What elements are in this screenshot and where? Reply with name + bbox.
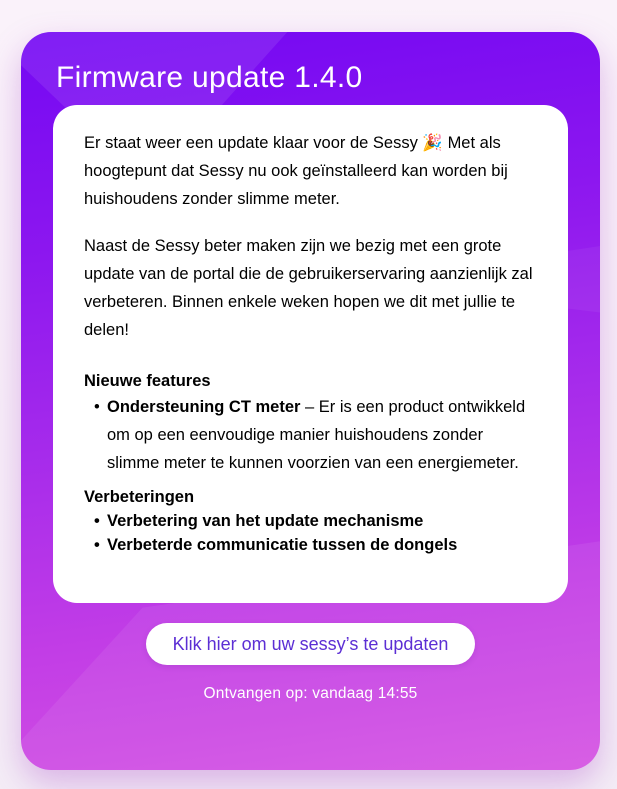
improvements-list bbox=[84, 509, 537, 557]
feature-name: Ondersteuning CT meter bbox=[107, 398, 301, 416]
card-title: Firmware update 1.4.0 bbox=[56, 61, 363, 94]
received-timestamp: Ontvangen op: vandaag 14:55 bbox=[203, 685, 418, 702]
improvements-heading: Verbeteringen bbox=[84, 488, 195, 506]
improvement-text: Verbetering van het update mechanisme bbox=[107, 512, 424, 530]
firmware-update-card bbox=[21, 32, 600, 770]
bullet-icon: • bbox=[94, 536, 100, 554]
improvement-text: Verbeterde communicatie tussen de dongels bbox=[107, 536, 458, 554]
list-item bbox=[94, 533, 537, 557]
bullet-icon: • bbox=[94, 512, 100, 530]
intro-paragraph: Er staat weer een update klaar voor de Sessy 🎉 Met als hoogtepunt dat Sessy nu ook geïnstalleerd kan worden bij huishoudens zonder slimme meter. bbox=[84, 134, 508, 208]
update-sessy-button[interactable]: Klik hier om uw sessy’s te updaten bbox=[146, 623, 476, 665]
portal-update-paragraph: Naast de Sessy beter maken zijn we bezig met een grote update van de portal die de gebruikerservaring aanzienlijk zal verbeteren. Binnen enkele weken hopen we dit met jullie te delen! bbox=[84, 237, 533, 339]
bullet-icon: • bbox=[94, 398, 100, 416]
feature-description: – Er is een product ontwikkeld om op een eenvoudige manier huishoudens zonder slimme meter te kunnen voorzien van een energiemeter. bbox=[107, 398, 526, 472]
new-features-heading: Nieuwe features bbox=[84, 372, 211, 390]
list-item bbox=[94, 509, 537, 533]
new-features-list bbox=[84, 393, 537, 477]
release-notes-panel bbox=[53, 105, 568, 603]
list-item bbox=[94, 393, 537, 477]
